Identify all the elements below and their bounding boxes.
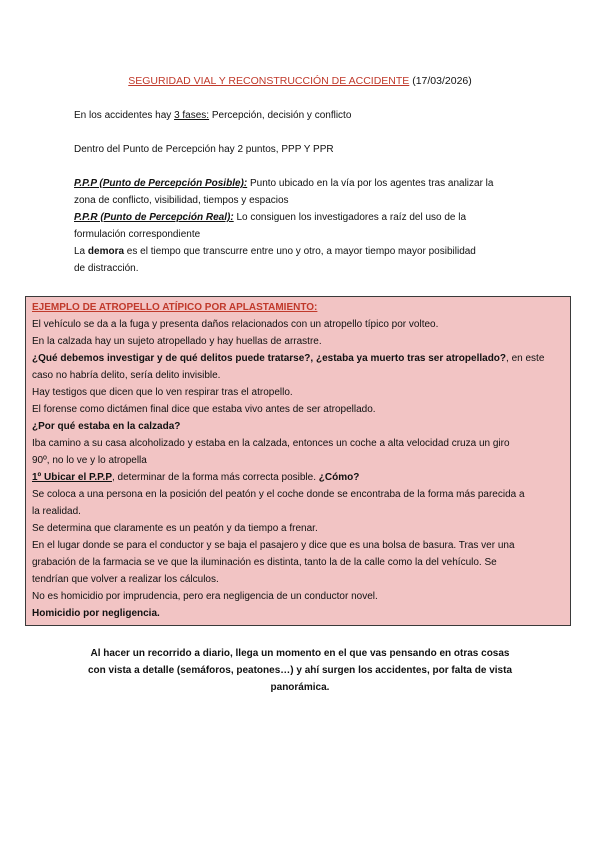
- example-question-tail: , en este: [506, 353, 545, 364]
- ppp-def-1: Punto ubicado en la vía por los agentes tras analizar la: [247, 178, 494, 189]
- example-line: Se coloca a una persona en la posición del peatón y el coche donde se encontraba de la forma más parecida a: [32, 489, 525, 500]
- example-line: El forense como dictámen final dice que estaba vivo antes de ser atropellado.: [32, 404, 376, 415]
- phases-suffix: Percepción, decisión y conflicto: [209, 110, 352, 121]
- ppp-line-1: [74, 175, 534, 192]
- example-line: caso no habría delito, sería delito invisible.: [32, 370, 221, 381]
- example-question: ¿Qué debemos investigar y de qué delitos puede tratarse?, ¿estaba ya muerto tras ser atropellado?: [32, 353, 507, 364]
- delay-line-1: [74, 243, 534, 260]
- example-box: [25, 296, 571, 626]
- footer-line-3: panorámica.: [270, 682, 330, 693]
- example-step-question: ¿Cómo?: [318, 472, 360, 483]
- example-line: 90º, no lo ve y lo atropella: [32, 455, 147, 466]
- phases-line: [74, 107, 534, 124]
- phases-emphasis: 3 fases:: [174, 110, 210, 121]
- delay-suffix: es el tiempo que transcurre entre uno y otro, a mayor tiempo mayor posibilidad: [124, 246, 476, 257]
- example-question: ¿Por qué estaba en la calzada?: [32, 421, 181, 432]
- example-step-text: , determinar de la forma más correcta posible.: [112, 472, 319, 483]
- example-line: Se determina que claramente es un peatón y da tiempo a frenar.: [32, 523, 318, 534]
- example-line: En la calzada hay un sujeto atropellado y hay huellas de arrastre.: [32, 336, 322, 347]
- delay-line-2: de distracción.: [74, 263, 139, 274]
- delay-prefix: La: [74, 246, 88, 257]
- ppp-term: P.P.P (Punto de Percepción Posible):: [74, 178, 248, 189]
- example-line: Hay testigos que dicen que lo ven respirar tras el atropello.: [32, 387, 293, 398]
- footer-line-1: Al hacer un recorrido a diario, llega un momento en el que vas pensando en otras cosas: [90, 648, 510, 659]
- example-line: En el lugar donde se para el conductor y se baja el pasajero y dice que es una bolsa de basura. Tras ver una: [32, 540, 515, 551]
- example-header: EJEMPLO DE ATROPELLO ATÍPICO POR APLASTAMIENTO:: [32, 302, 318, 313]
- ppr-line-2: formulación correspondiente: [74, 229, 201, 240]
- example-line: Iba camino a su casa alcoholizado y estaba en la calzada, entonces un coche a alta velocidad cruza un giro: [32, 438, 510, 449]
- example-line: tendrían que volver a realizar los cálculos.: [32, 574, 219, 585]
- example-conclusion: Homicidio por negligencia.: [32, 608, 160, 619]
- example-line: No es homicidio por imprudencia, pero era negligencia de un conductor novel.: [32, 591, 378, 602]
- example-line: El vehículo se da a la fuga y presenta daños relacionados con un atropello típico por volteo.: [32, 319, 439, 330]
- title-heading: SEGURIDAD VIAL Y RECONSTRUCCIÓN DE ACCIDENTE: [128, 75, 410, 87]
- example-step: 1º Ubicar el P.P.P: [32, 472, 112, 483]
- footer-line-2: con vista a detalle (semáforos, peatones…) y ahí surgen los accidentes, por falta de vista: [87, 665, 513, 676]
- ppr-line-1: [74, 209, 534, 226]
- delay-term: demora: [87, 246, 125, 257]
- example-line: grabación de la farmacia se ve que la iluminación es distinta, tanto la de la calle como la del vehículo. Se: [32, 557, 497, 568]
- example-line: la realidad.: [32, 506, 81, 517]
- phases-prefix: En los accidentes hay: [74, 110, 175, 121]
- example-step-line: [32, 469, 359, 486]
- ppr-term: P.P.R (Punto de Percepción Real):: [74, 212, 234, 223]
- points-line: Dentro del Punto de Percepción hay 2 puntos, PPP Y PPR: [74, 144, 334, 155]
- document-title: [0, 74, 600, 88]
- title-date: (17/03/2026): [412, 75, 472, 87]
- example-question-line: [32, 350, 544, 367]
- ppp-line-2: zona de conflicto, visibilidad, tiempos y espacios: [74, 195, 289, 206]
- ppr-def-1: Lo consiguen los investigadores a raíz del uso de la: [233, 212, 467, 223]
